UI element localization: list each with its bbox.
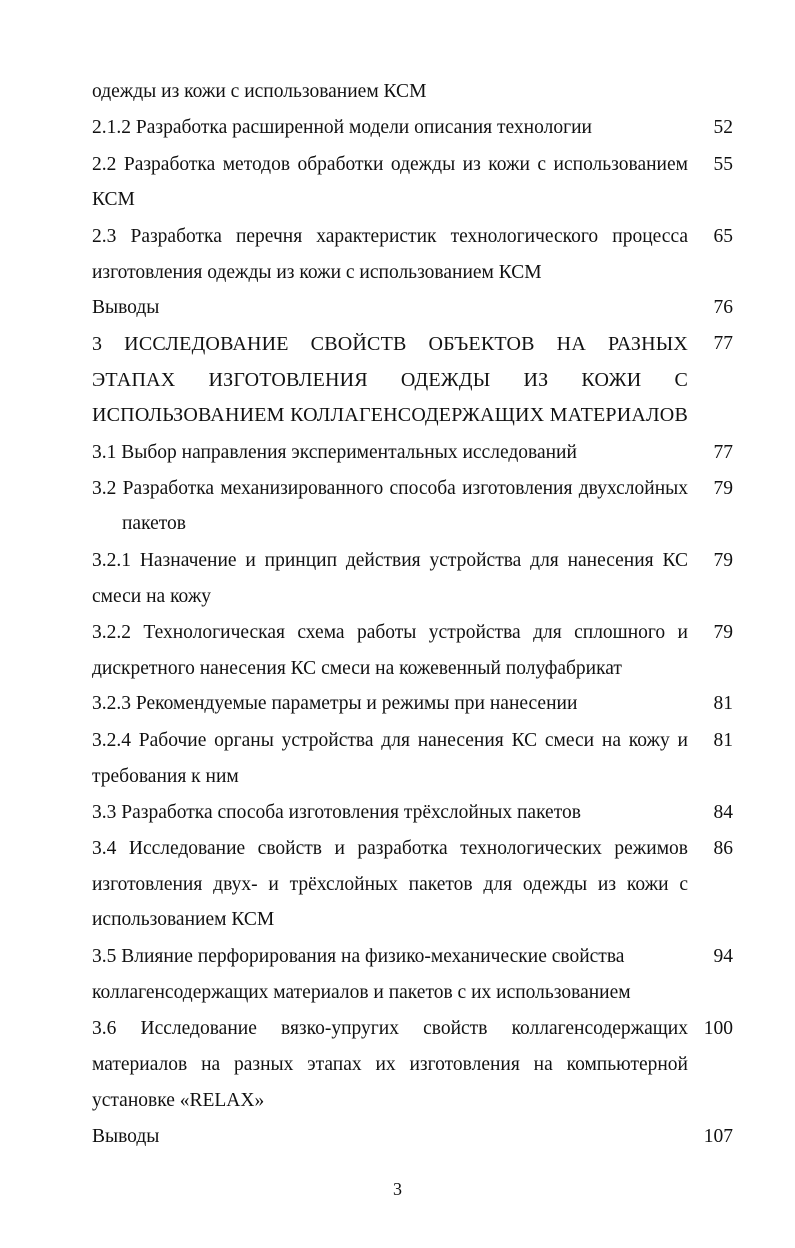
- toc-page-number: 55: [713, 154, 733, 175]
- toc-line: Выводы: [92, 297, 160, 318]
- toc-line: установке «RELAX»: [92, 1090, 265, 1111]
- toc-page-number: 77: [713, 442, 733, 463]
- toc-line: 2.3 Разработка перечня характеристик технологического процесса: [92, 226, 688, 247]
- toc-line: смеси на кожу: [92, 586, 212, 607]
- toc-page-number: 81: [713, 730, 733, 751]
- toc-page-number: 52: [713, 117, 733, 138]
- toc-page-number: 107: [703, 1126, 733, 1147]
- toc-line: 3.4 Исследование свойств и разработка технологических режимов: [92, 838, 688, 859]
- toc-line: 3.2.3 Рекомендуемые параметры и режимы при нанесении: [92, 693, 578, 714]
- toc-line: 3.1 Выбор направления экспериментальных исследований: [92, 442, 577, 463]
- toc-line: КСМ: [92, 189, 135, 210]
- toc-line: использованием КСМ: [92, 909, 275, 930]
- toc-line: материалов на разных этапах их изготовления на компьютерной: [92, 1054, 688, 1075]
- toc-line: 3.6 Исследование вязко-упругих свойств коллагенсодержащих: [92, 1018, 688, 1039]
- toc-line: Выводы: [92, 1126, 160, 1147]
- toc-page-number: 79: [713, 622, 733, 643]
- toc-page-number: 77: [713, 333, 733, 354]
- toc-chapter-heading: 3 ИССЛЕДОВАНИЕ СВОЙСТВ ОБЪЕКТОВ НА РАЗНЫХ: [92, 333, 688, 355]
- toc-line: изготовления двух- и трёхслойных пакетов для одежды из кожи с: [92, 874, 688, 895]
- toc-page-number: 86: [713, 838, 733, 859]
- toc-line: 3.2.2 Технологическая схема работы устройства для сплошного и: [92, 622, 688, 643]
- page-number-footer: 3: [393, 1179, 402, 1199]
- toc-line: изготовления одежды из кожи с использованием КСМ: [92, 262, 542, 283]
- toc-page-number: 65: [713, 226, 733, 247]
- toc-line: требования к ним: [92, 766, 239, 787]
- toc-page-number: 76: [713, 297, 733, 318]
- toc-page-number: 79: [713, 550, 733, 571]
- toc-line: 3.5 Влияние перфорирования на физико-механические свойства: [92, 946, 625, 967]
- toc-line: коллагенсодержащих материалов и пакетов с их использованием: [92, 982, 631, 1003]
- toc-line: пакетов: [122, 513, 186, 534]
- toc-page-number: 81: [713, 693, 733, 714]
- toc-line: дискретного нанесения КС смеси на кожевенный полуфабрикат: [92, 658, 622, 679]
- toc-chapter-heading: ЭТАПАХ ИЗГОТОВЛЕНИЯ ОДЕЖДЫ ИЗ КОЖИ С: [92, 369, 688, 391]
- toc-line: одежды из кожи с использованием КСМ: [92, 81, 427, 102]
- toc-line: 3.2 Разработка механизированного способа изготовления двухслойных: [92, 478, 688, 499]
- toc-line: 2.2 Разработка методов обработки одежды из кожи с использованием: [92, 154, 688, 175]
- toc-chapter-heading: ИСПОЛЬЗОВАНИЕМ КОЛЛАГЕНСОДЕРЖАЩИХ МАТЕРИАЛОВ: [92, 404, 688, 426]
- toc-page-number: 100: [703, 1018, 733, 1039]
- toc-line: 3.2.1 Назначение и принцип действия устройства для нанесения КС: [92, 550, 688, 571]
- toc-page-number: 84: [713, 802, 733, 823]
- toc-line: 3.3 Разработка способа изготовления трёхслойных пакетов: [92, 802, 581, 823]
- toc-line: 2.1.2 Разработка расширенной модели описания технологии: [92, 117, 592, 138]
- toc-line: 3.2.4 Рабочие органы устройства для нанесения КС смеси на кожу и: [92, 730, 688, 751]
- toc-page-number: 94: [713, 946, 733, 967]
- toc-page-number: 79: [713, 478, 733, 499]
